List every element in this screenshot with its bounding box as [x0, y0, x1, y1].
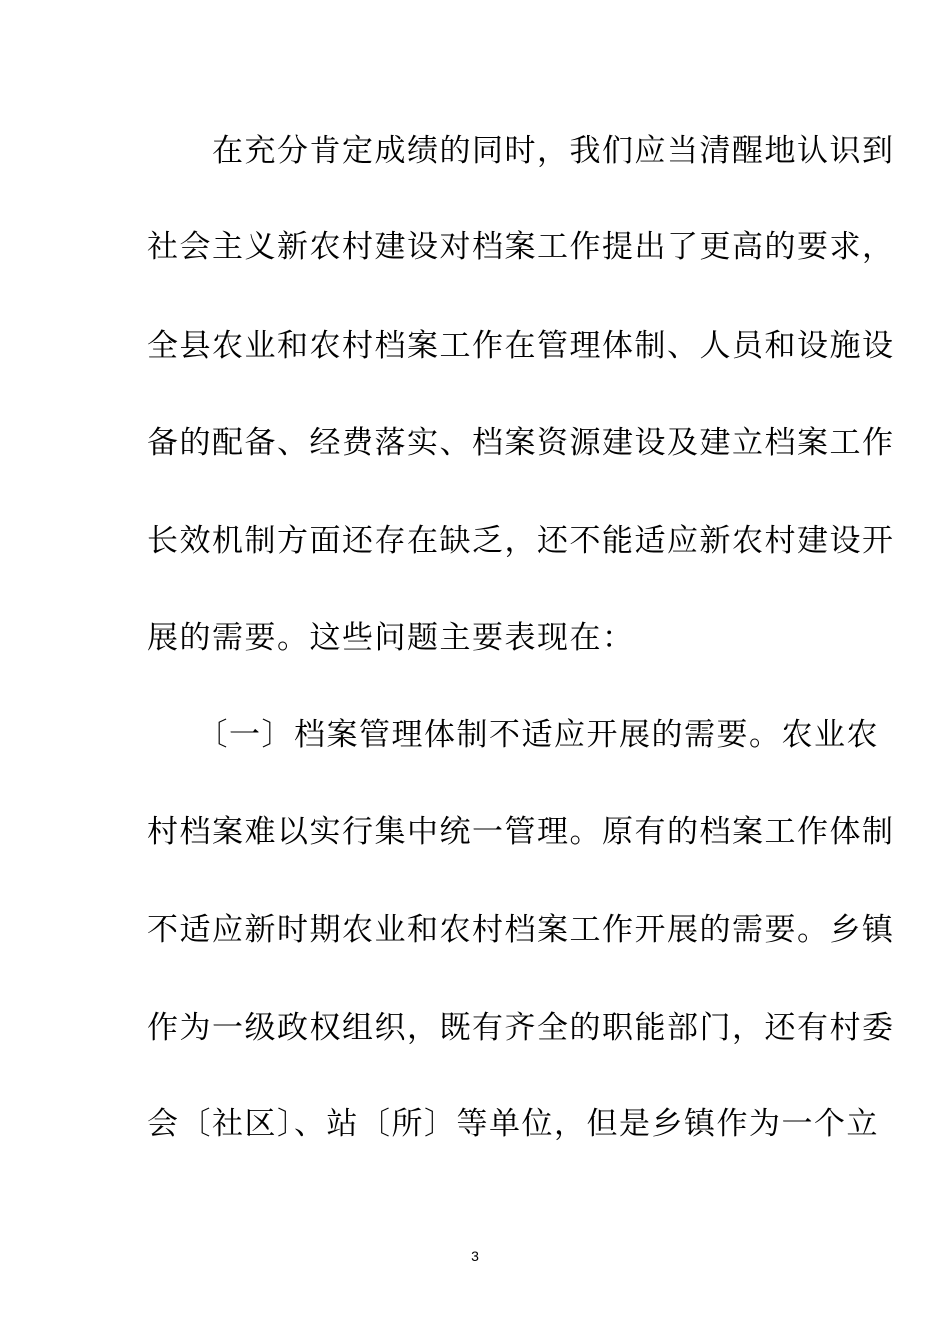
paragraph-line-3: 全县农业和农村档案工作在管理体制、人员和设施设	[147, 328, 895, 364]
paragraph-line-2: 社会主义新农村建设对档案工作提出了更高的要求，	[147, 229, 895, 265]
paragraph-line-8: 村档案难以实行集中统一管理。原有的档案工作体制	[147, 814, 895, 850]
paragraph-line-6: 展的需要。这些问题主要表现在：	[147, 620, 635, 656]
paragraph-line-7: 〔一〕档案管理体制不适应开展的需要。农业农	[147, 717, 879, 753]
page-number: 3	[471, 1248, 479, 1264]
paragraph-line-10: 作为一级政权组织，既有齐全的职能部门，还有村委	[147, 1010, 895, 1046]
paragraph-line-5: 长效机制方面还存在缺乏，还不能适应新农村建设开	[147, 523, 895, 559]
paragraph-line-4: 备的配备、经费落实、档案资源建设及建立档案工作	[147, 425, 895, 461]
paragraph-line-9: 不适应新时期农业和农村档案工作开展的需要。乡镇	[147, 912, 895, 948]
paragraph-line-1: 在充分肯定成绩的同时，我们应当清醒地认识到	[147, 133, 895, 169]
paragraph-line-11: 会〔社区〕、站〔所〕等单位，但是乡镇作为一个立	[147, 1106, 879, 1142]
